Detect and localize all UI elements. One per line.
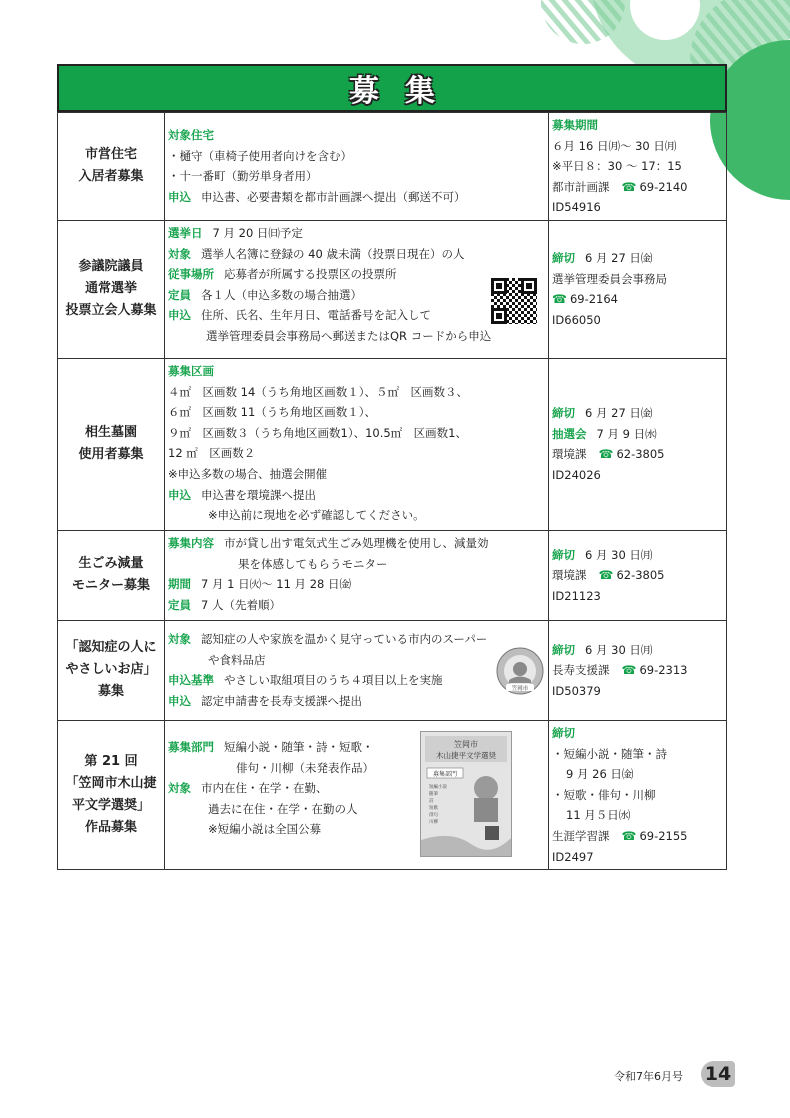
department-name: 生涯学習課 (552, 828, 610, 843)
section-side-info (549, 530, 727, 620)
phone-number: 69-2155 (639, 828, 688, 843)
section-side-info (549, 720, 727, 869)
list-item: ６㎡ 区画数 11（うち角地区画数１）、 (168, 405, 377, 420)
note-text: ※短編小説は全国公募 (208, 822, 322, 837)
phone-number: 69-2313 (639, 663, 688, 678)
id-code: ID2497 (552, 849, 594, 864)
section-side-info (549, 220, 727, 358)
list-item: ４㎡ 区画数 14（うち角地区画数１）、５㎡ 区画数３、 (168, 384, 469, 399)
field-label: 募集区画 (168, 363, 214, 378)
field-value: 各１人（申込多数の場合抽選） (201, 287, 362, 302)
section-title (58, 220, 165, 358)
field-label: 対象住宅 (168, 128, 214, 143)
poster-section: 募集部門 (432, 770, 458, 778)
list-item: 12 ㎡ 区画数２ (168, 446, 256, 461)
section-title-line: 「笠岡市木山捷 (65, 776, 157, 792)
section-body (165, 530, 549, 620)
field-label: 締切 (552, 642, 575, 657)
note-text: ※申込前に現地を必ず確認してください。 (208, 508, 425, 523)
field-value: 6 月 30 日㈪ (585, 547, 653, 562)
department-name: 環境課 (552, 447, 587, 462)
field-label: 締切 (552, 547, 575, 562)
phone-number: 69-2164 (569, 292, 619, 307)
id-code: ID24026 (552, 468, 601, 483)
field-value: 6 月 30 日㈪ (585, 642, 653, 657)
field-value: 11 月５日㈬ (566, 808, 631, 823)
field-label: 期間 (168, 577, 191, 592)
section-body (165, 720, 549, 869)
field-label: 対象 (168, 246, 191, 261)
table-row (58, 113, 727, 221)
poster-illustration (421, 732, 511, 856)
field-value: ※平日８：30 ～ 17：15 (552, 159, 682, 174)
field-value: 申込書を環境課へ提出 (201, 487, 316, 502)
section-body (165, 358, 549, 530)
department-name: 環境課 (552, 568, 587, 583)
table-row (58, 220, 727, 358)
section-body (165, 113, 549, 221)
list-item: ・樋守（車椅子使用者向けを含む） (168, 148, 352, 163)
field-label: 締切 (552, 406, 575, 421)
section-side-info (549, 358, 727, 530)
section-title (58, 620, 165, 720)
phone-icon: ☎ (598, 568, 614, 583)
field-value: ・短編小説・随筆・詩 (552, 746, 667, 761)
poster-subtitle: 木山捷平文学選奨 (436, 750, 496, 760)
section-title-line: 相生墓園 (84, 425, 137, 441)
department-name: 都市計画課 (552, 179, 610, 194)
recruitment-table (57, 112, 727, 870)
field-value: や食料品店 (208, 652, 266, 667)
list-item: ９㎡ 区画数３（うち角地区画数1）、10.5㎡ 区画数1、 (168, 425, 467, 440)
id-code: ID21123 (552, 588, 601, 603)
phone-number: 62-3805 (616, 447, 665, 462)
page-title: 募集 (349, 74, 461, 109)
table-row (58, 358, 727, 530)
field-value: 7 月 1 日㈫～ 11 月 28 日㈮ (201, 577, 351, 592)
field-label: 募集部門 (168, 739, 214, 754)
phone-icon: ☎ (598, 447, 614, 462)
field-label: 抽選会 (552, 426, 587, 441)
poster-item: 短編小説 (429, 784, 447, 790)
field-label: 対象 (168, 781, 191, 796)
field-label: 申込 (168, 190, 191, 205)
field-label: 従事場所 (168, 267, 214, 282)
table-row (58, 530, 727, 620)
section-title-line: 投票立会人募集 (65, 303, 157, 319)
field-label: 定員 (168, 287, 191, 302)
field-label: 締切 (552, 725, 575, 740)
department-name: 長寿支援課 (552, 663, 610, 678)
field-value: 認知症の人や家族を温かく見守っている市内のスーパー (201, 632, 488, 647)
section-title (58, 358, 165, 530)
section-title-line: 募集 (97, 684, 124, 700)
field-label: 申込基準 (168, 673, 214, 688)
field-value: ６月 16 日㈪～ 30 日㈪ (552, 138, 677, 153)
phone-icon: ☎ (621, 663, 637, 678)
field-label: 募集内容 (168, 535, 214, 550)
section-title-line: 使用者募集 (78, 447, 144, 463)
department-name: 選挙管理委員会事務局 (552, 271, 667, 286)
section-title-line: 参議院議員 (78, 259, 144, 275)
id-code: ID54916 (552, 200, 601, 215)
field-value: 住所、氏名、生年月日、電話番号を記入して (201, 308, 431, 323)
poster-item: 川柳 (429, 819, 438, 825)
field-value: 6 月 27 日㈮ (585, 251, 653, 266)
field-value: 9 月 26 日㈮ (566, 767, 634, 782)
poster-title: 笠岡市 (454, 739, 478, 749)
field-value: やさしい取組項目のうち４項目以上を実施 (224, 673, 443, 688)
page-number: 14 (701, 1061, 735, 1087)
list-item: ※申込多数の場合、抽選会開催 (168, 466, 328, 481)
section-title-line: モニター募集 (71, 578, 150, 594)
field-value: 7 月 20 日㈰予定 (212, 225, 303, 240)
field-label: 申込 (168, 308, 191, 323)
id-code: ID66050 (552, 313, 601, 328)
section-title-line: 第 21 回 (84, 754, 138, 770)
field-value: 7 月 9 日㈬ (596, 426, 657, 441)
field-label: 締切 (552, 251, 575, 266)
section-title-line: 市営住宅 (84, 147, 137, 163)
field-value: 選挙人名簿に登録の 40 歳未満（投票日現在）の人 (201, 246, 465, 261)
field-label: 選挙日 (168, 225, 203, 240)
table-row (58, 620, 727, 720)
section-title-line: 通常選挙 (84, 281, 137, 297)
field-label: 定員 (168, 597, 191, 612)
field-value: 申込書、必要書類を都市計画課へ提出（郵送不可） (201, 190, 466, 205)
field-value: 応募者が所属する投票区の投票所 (224, 267, 397, 282)
field-value: 俳句・川柳（未発表作品） (236, 760, 374, 775)
field-label: 申込 (168, 694, 191, 709)
section-side-info (549, 620, 727, 720)
field-label: 対象 (168, 632, 191, 647)
seal-label: 笠岡市 (511, 685, 529, 692)
field-value: 6 月 27 日㈮ (585, 406, 653, 421)
list-item: ・十一番町（勤労単身者用） (168, 169, 318, 184)
field-value: 市内在住・在学・在勤、 (201, 781, 328, 796)
section-side-info (549, 113, 727, 221)
section-title-line: 「認知症の人に (65, 640, 157, 656)
section-title-line: 作品募集 (84, 820, 137, 836)
poster-item: 詩 (429, 798, 434, 804)
poster-item: 短歌 (429, 805, 438, 811)
section-body (165, 620, 549, 720)
section-title (58, 720, 165, 869)
field-value: 短編小説・随筆・詩・短歌・ (224, 739, 374, 754)
field-label: 募集期間 (552, 118, 598, 132)
qr-code[interactable] (490, 277, 538, 325)
phone-icon: ☎ (552, 292, 567, 307)
field-value: ・短歌・俳句・川柳 (552, 787, 656, 802)
table-row (58, 720, 727, 869)
section-title-line: やさしいお店」 (65, 662, 157, 678)
field-value: 市が貸し出す電気式生ごみ処理機を使用し、減量効 (224, 535, 489, 550)
section-title-line: 生ごみ減量 (78, 556, 144, 572)
field-value: 過去に在住・在学・在勤の人 (208, 801, 358, 816)
section-title-line: 平文学選奨」 (71, 798, 150, 814)
phone-icon: ☎ (621, 828, 637, 843)
field-value: 7 人（先着順） (201, 597, 281, 612)
phone-icon: ☎ (621, 179, 637, 194)
field-label: 申込 (168, 487, 191, 502)
field-value: 果を体感してもらうモニター (238, 556, 388, 571)
poster-item: 俳句 (429, 812, 438, 818)
phone-number: 62-3805 (616, 568, 665, 583)
section-body (165, 220, 549, 358)
certified-store-seal-icon (496, 647, 544, 695)
phone-number: 69-2140 (639, 179, 688, 194)
field-value: 選挙管理委員会事務局へ郵送またはQR コードから申込 (206, 328, 492, 343)
section-title-line: 入居者募集 (78, 169, 144, 185)
award-poster-image (420, 731, 512, 857)
recruitment-header (57, 64, 727, 112)
section-title (58, 113, 165, 221)
section-title (58, 530, 165, 620)
field-value: 認定申請書を長寿支援課へ提出 (201, 694, 362, 709)
id-code: ID50379 (552, 683, 601, 698)
issue-label: 令和7年6月号 (614, 1070, 683, 1083)
poster-item: 随筆 (429, 791, 438, 797)
